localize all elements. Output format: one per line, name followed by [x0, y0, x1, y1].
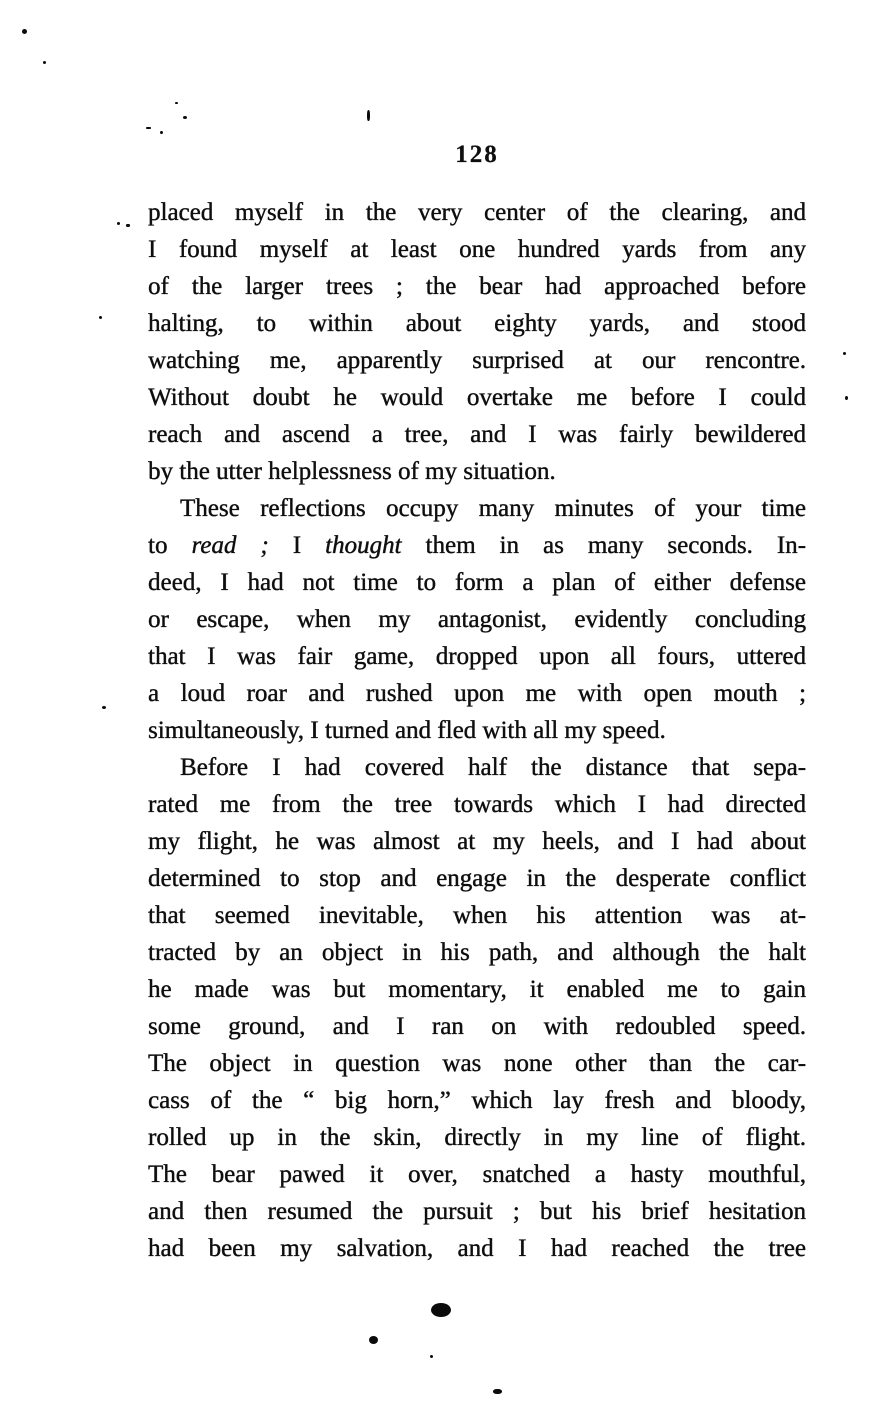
text-line: watching me, apparently surprised at our rencontre.: [148, 347, 806, 374]
text-line: I found myself at least one hundred yards from any: [148, 236, 806, 263]
text-line: rolled up in the skin, directly in my line of flight.: [148, 1124, 806, 1151]
text-line: he made was but momentary, it enabled me to gain: [148, 976, 806, 1003]
text-line: my flight, he was almost at my heels, and I had about: [148, 828, 806, 855]
text-line: had been my salvation, and I had reached the tree: [148, 1235, 806, 1262]
text-line: The object in question was none other than the car-: [148, 1050, 806, 1077]
ink-speck: [367, 110, 370, 121]
text-line: that seemed inevitable, when his attention was at-: [148, 902, 806, 929]
paragraph: [148, 749, 806, 1267]
text-line: by the utter helplessness of my situation.: [148, 458, 556, 485]
ink-speck: [160, 131, 163, 134]
ink-speck: [102, 706, 106, 709]
ink-speck: [183, 116, 187, 119]
text-line: halting, to within about eighty yards, and stood: [148, 310, 806, 337]
ink-speck: [369, 1336, 378, 1344]
ink-speck: [126, 224, 130, 227]
page-number: 128: [455, 141, 499, 168]
ink-speck: [43, 61, 46, 64]
text-line: some ground, and I ran on with redoubled speed.: [148, 1013, 806, 1040]
paragraph: [148, 194, 806, 490]
ink-speck: [493, 1389, 502, 1394]
ink-speck: [845, 396, 848, 400]
text-line: reach and ascend a tree, and I was fairly bewildered: [148, 421, 806, 448]
ink-speck: [99, 316, 102, 319]
text-line: determined to stop and engage in the desperate conflict: [148, 865, 806, 892]
text-line: deed, I had not time to form a plan of either defense: [148, 569, 806, 596]
text-line: that I was fair game, dropped upon all fours, uttered: [148, 643, 806, 670]
text-line: and then resumed the pursuit ; but his brief hesitation: [148, 1198, 806, 1225]
text-line: a loud roar and rushed upon me with open mouth ;: [148, 680, 806, 707]
ink-speck: [146, 127, 151, 129]
ink-speck: [22, 29, 27, 34]
ink-speck: [430, 1355, 433, 1358]
text-line: or escape, when my antagonist, evidently concluding: [148, 606, 806, 633]
ink-speck: [117, 222, 120, 225]
text-line: to read ; I thought them in as many seconds. In-: [148, 532, 806, 559]
text-line: of the larger trees ; the bear had approached before: [148, 273, 806, 300]
text-line: rated me from the tree towards which I had directed: [148, 791, 806, 818]
text-line: cass of the “ big horn,” which lay fresh and bloody,: [148, 1087, 806, 1114]
text-line: tracted by an object in his path, and although the halt: [148, 939, 806, 966]
text-line: placed myself in the very center of the clearing, and: [148, 199, 806, 226]
text-line: Without doubt he would overtake me before I could: [148, 384, 806, 411]
text-line: simultaneously, I turned and fled with all my speed.: [148, 717, 666, 744]
text-block: [148, 194, 806, 1267]
text-line: These reflections occupy many minutes of your time: [180, 495, 806, 522]
text-line: Before I had covered half the distance that sepa-: [180, 754, 806, 781]
paragraph: [148, 490, 806, 749]
ink-speck: [431, 1303, 451, 1317]
text-line: The bear pawed it over, snatched a hasty mouthful,: [148, 1161, 806, 1188]
ink-speck: [175, 102, 178, 104]
ink-speck: [843, 352, 846, 355]
